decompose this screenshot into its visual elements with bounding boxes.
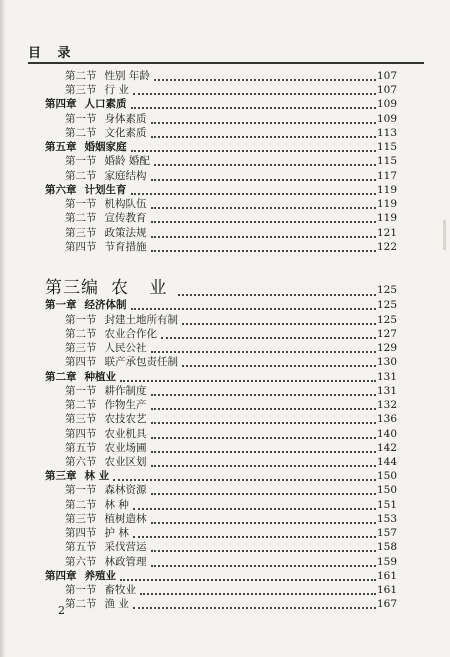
dot-leader: [151, 465, 376, 467]
toc-entry-title: 性别 年龄: [104, 70, 150, 82]
toc-entry-title: 节育措施: [104, 241, 147, 253]
dot-leader: [151, 394, 376, 396]
dot-leader: [151, 451, 376, 453]
toc-entry-page: 150: [377, 484, 398, 496]
toc-entry-title: 政策法规: [104, 227, 147, 239]
toc-entry-title: 森林资源: [104, 484, 147, 496]
toc-entry-title: 计划生育: [84, 184, 127, 196]
toc-entry-page: 161: [377, 584, 398, 596]
dot-leader: [151, 122, 376, 124]
dot-leader: [151, 565, 376, 567]
toc-entry-number: 第三章: [45, 470, 77, 482]
toc-entry-page: 125: [377, 284, 398, 296]
toc-entry-number: 第三节: [65, 413, 97, 425]
toc-entry-title: 畜牧业: [104, 584, 136, 596]
toc-entry-title: 植树造林: [104, 513, 147, 525]
toc-entry-number: 第一节: [65, 198, 97, 210]
toc-entry-page: 132: [377, 399, 398, 411]
toc-entry-page: 151: [377, 499, 398, 511]
toc-entry-label: [65, 239, 147, 256]
toc-entry-page: 119: [377, 184, 398, 196]
toc-entry-number: 第二节: [65, 127, 97, 139]
toc-entry-number: 第二章: [45, 371, 77, 383]
toc-entry-number: 第二节: [65, 70, 97, 82]
toc-entry-title: 护 林: [104, 527, 129, 539]
toc-entry-page: 119: [377, 198, 398, 210]
dot-leader: [151, 550, 376, 552]
toc-entry-page: 157: [377, 527, 398, 539]
toc-entry-page: 115: [377, 141, 398, 153]
toc-entry-number: 第三编: [45, 278, 99, 298]
toc-entry-number: 第六节: [65, 556, 97, 568]
toc-entry-number: 第一节: [65, 584, 97, 596]
scan-artifact: [443, 220, 446, 250]
toc-entry-label: [45, 280, 174, 297]
toc-entry-page: 130: [377, 356, 398, 368]
toc-entry-title: 封建土地所有制: [104, 314, 178, 326]
toc-entry-number: 第三节: [65, 84, 97, 96]
toc-entry-title: 行 业: [104, 84, 129, 96]
toc-entry-number: 第一节: [65, 484, 97, 496]
toc-entry-number: 第三节: [65, 342, 97, 354]
page-header: 目 录: [28, 46, 77, 61]
dot-leader: [151, 408, 376, 410]
dot-leader: [154, 164, 376, 166]
toc-entry-page: 122: [377, 241, 398, 253]
dot-leader: [151, 437, 376, 439]
dot-leader: [151, 250, 376, 252]
dot-leader: [182, 323, 376, 325]
toc-entry-page: 117: [377, 170, 398, 182]
toc-entry-number: 第二节: [65, 212, 97, 224]
dot-leader: [131, 308, 376, 310]
toc-entry-page: 153: [377, 513, 398, 525]
toc-part-heading: [0, 280, 450, 297]
dot-leader: [178, 294, 376, 296]
toc-entry-page: 140: [377, 428, 398, 440]
toc-entry-page: 115: [377, 155, 398, 167]
toc-entry-page: 107: [377, 84, 398, 96]
dot-leader: [151, 493, 376, 495]
toc-entry-page: 113: [377, 127, 398, 139]
toc-entry-title: 人口素质: [84, 98, 127, 110]
toc-entry-number: 第一节: [65, 113, 97, 125]
dot-leader: [133, 508, 376, 510]
dot-leader: [131, 150, 376, 152]
toc-entry-number: 第二节: [65, 499, 97, 511]
header-rule: [28, 62, 424, 64]
dot-leader: [133, 607, 376, 609]
dot-leader: [151, 236, 376, 238]
toc-entry-number: 第四节: [65, 428, 97, 440]
toc-entry-page: 109: [377, 113, 398, 125]
toc-entry-title: 联产承包责任制: [104, 356, 178, 368]
toc-entry-page: 136: [377, 413, 398, 425]
toc-entry-number: 第一节: [65, 314, 97, 326]
toc-entry-title: 农业场圃: [104, 442, 147, 454]
toc-entry-number: 第六节: [65, 456, 97, 468]
toc-entry-number: 第四节: [65, 241, 97, 253]
dot-leader: [120, 579, 376, 581]
toc-entry-title: 农业机具: [104, 428, 147, 440]
dot-leader: [151, 136, 376, 138]
dot-leader: [182, 365, 376, 367]
toc-entry-title: 农业合作化: [104, 328, 157, 340]
toc-entry-title: 农 业: [111, 278, 175, 298]
toc-entry-number: 第二节: [65, 598, 97, 610]
toc-entry-number: 第一节: [65, 155, 97, 167]
toc-entry-title: 婚龄 婚配: [104, 155, 150, 167]
dot-leader: [151, 522, 376, 524]
toc-entry-page: 121: [377, 227, 398, 239]
toc-entry-number: 第二节: [65, 399, 97, 411]
toc-entry-title: 采伐营运: [104, 541, 147, 553]
dot-leader: [131, 193, 376, 195]
toc-entry-number: 第四章: [45, 98, 77, 110]
toc-entry-page: 161: [377, 570, 398, 582]
dot-leader: [161, 337, 376, 339]
toc-entry-title: 养殖业: [84, 570, 116, 582]
toc-entry-page: 150: [377, 470, 398, 482]
toc-entry-number: 第六章: [45, 184, 77, 196]
toc-entry-page: 159: [377, 556, 398, 568]
dot-leader: [131, 107, 376, 109]
dot-leader: [151, 179, 376, 181]
toc-entry-number: 第一节: [65, 385, 97, 397]
toc-entry-page: 127: [377, 328, 398, 340]
toc-entry-page: 131: [377, 385, 398, 397]
toc-entry-label: [65, 596, 129, 613]
dot-leader: [151, 221, 376, 223]
toc-entry-title: 农技农艺: [104, 413, 147, 425]
toc-entry-number: 第三节: [65, 513, 97, 525]
toc-entry-title: 农业区划: [104, 456, 147, 468]
toc-entry-page: 109: [377, 98, 398, 110]
toc-entry-number: 第三节: [65, 227, 97, 239]
toc-entry-page: 158: [377, 541, 398, 553]
toc-entry-number: 第四章: [45, 570, 77, 582]
toc-entry-page: 131: [377, 371, 398, 383]
toc-entry-title: 经济体制: [84, 299, 127, 311]
toc-entry-title: 林 种: [104, 499, 129, 511]
toc-entry-number: 第五节: [65, 442, 97, 454]
toc-entry-page: 142: [377, 442, 398, 454]
toc-entry-title: 作物生产: [104, 399, 147, 411]
toc-entry-number: 第二节: [65, 170, 97, 182]
toc-entry-number: 第五章: [45, 141, 77, 153]
toc-entry-number: 第二节: [65, 328, 97, 340]
toc-entry-title: 林政管理: [104, 556, 147, 568]
dot-leader: [133, 536, 376, 538]
toc-entry-title: 机构队伍: [104, 198, 147, 210]
toc-entry-title: 宣传教育: [104, 212, 147, 224]
toc-entry-page: 167: [377, 598, 398, 610]
toc-entry-page: 125: [377, 299, 398, 311]
toc-section-entry: [0, 239, 450, 256]
toc-entry-number: 第四节: [65, 356, 97, 368]
dot-leader: [151, 207, 376, 209]
toc-entry-number: 第四节: [65, 527, 97, 539]
toc-entry-title: 家庭结构: [104, 170, 147, 182]
toc-entry-page: 107: [377, 70, 398, 82]
toc-entry-title: 种植业: [84, 371, 116, 383]
toc-entry-title: 文化素质: [104, 127, 147, 139]
dot-leader: [151, 422, 376, 424]
toc-entry-page: 144: [377, 456, 398, 468]
toc-entry-title: 渔 业: [104, 598, 129, 610]
toc-section-entry: [0, 596, 450, 613]
toc-entry-title: 婚姻家庭: [84, 141, 127, 153]
toc-entry-title: 耕作制度: [104, 385, 147, 397]
toc-entry-page: 119: [377, 212, 398, 224]
toc-entry-page: 125: [377, 314, 398, 326]
dot-leader: [113, 479, 376, 481]
toc-entry-page: 129: [377, 342, 398, 354]
dot-leader: [133, 93, 376, 95]
dot-leader: [120, 380, 376, 382]
toc-entry-number: 第一章: [45, 299, 77, 311]
toc-entry-title: 身体素质: [104, 113, 147, 125]
dot-leader: [151, 351, 376, 353]
dot-leader: [154, 79, 376, 81]
page-number: 2: [58, 604, 65, 617]
toc-entry-title: 人民公社: [104, 342, 147, 354]
toc-entry-title: 林 业: [84, 470, 110, 482]
toc-entry-number: 第五节: [65, 541, 97, 553]
dot-leader: [140, 593, 376, 595]
